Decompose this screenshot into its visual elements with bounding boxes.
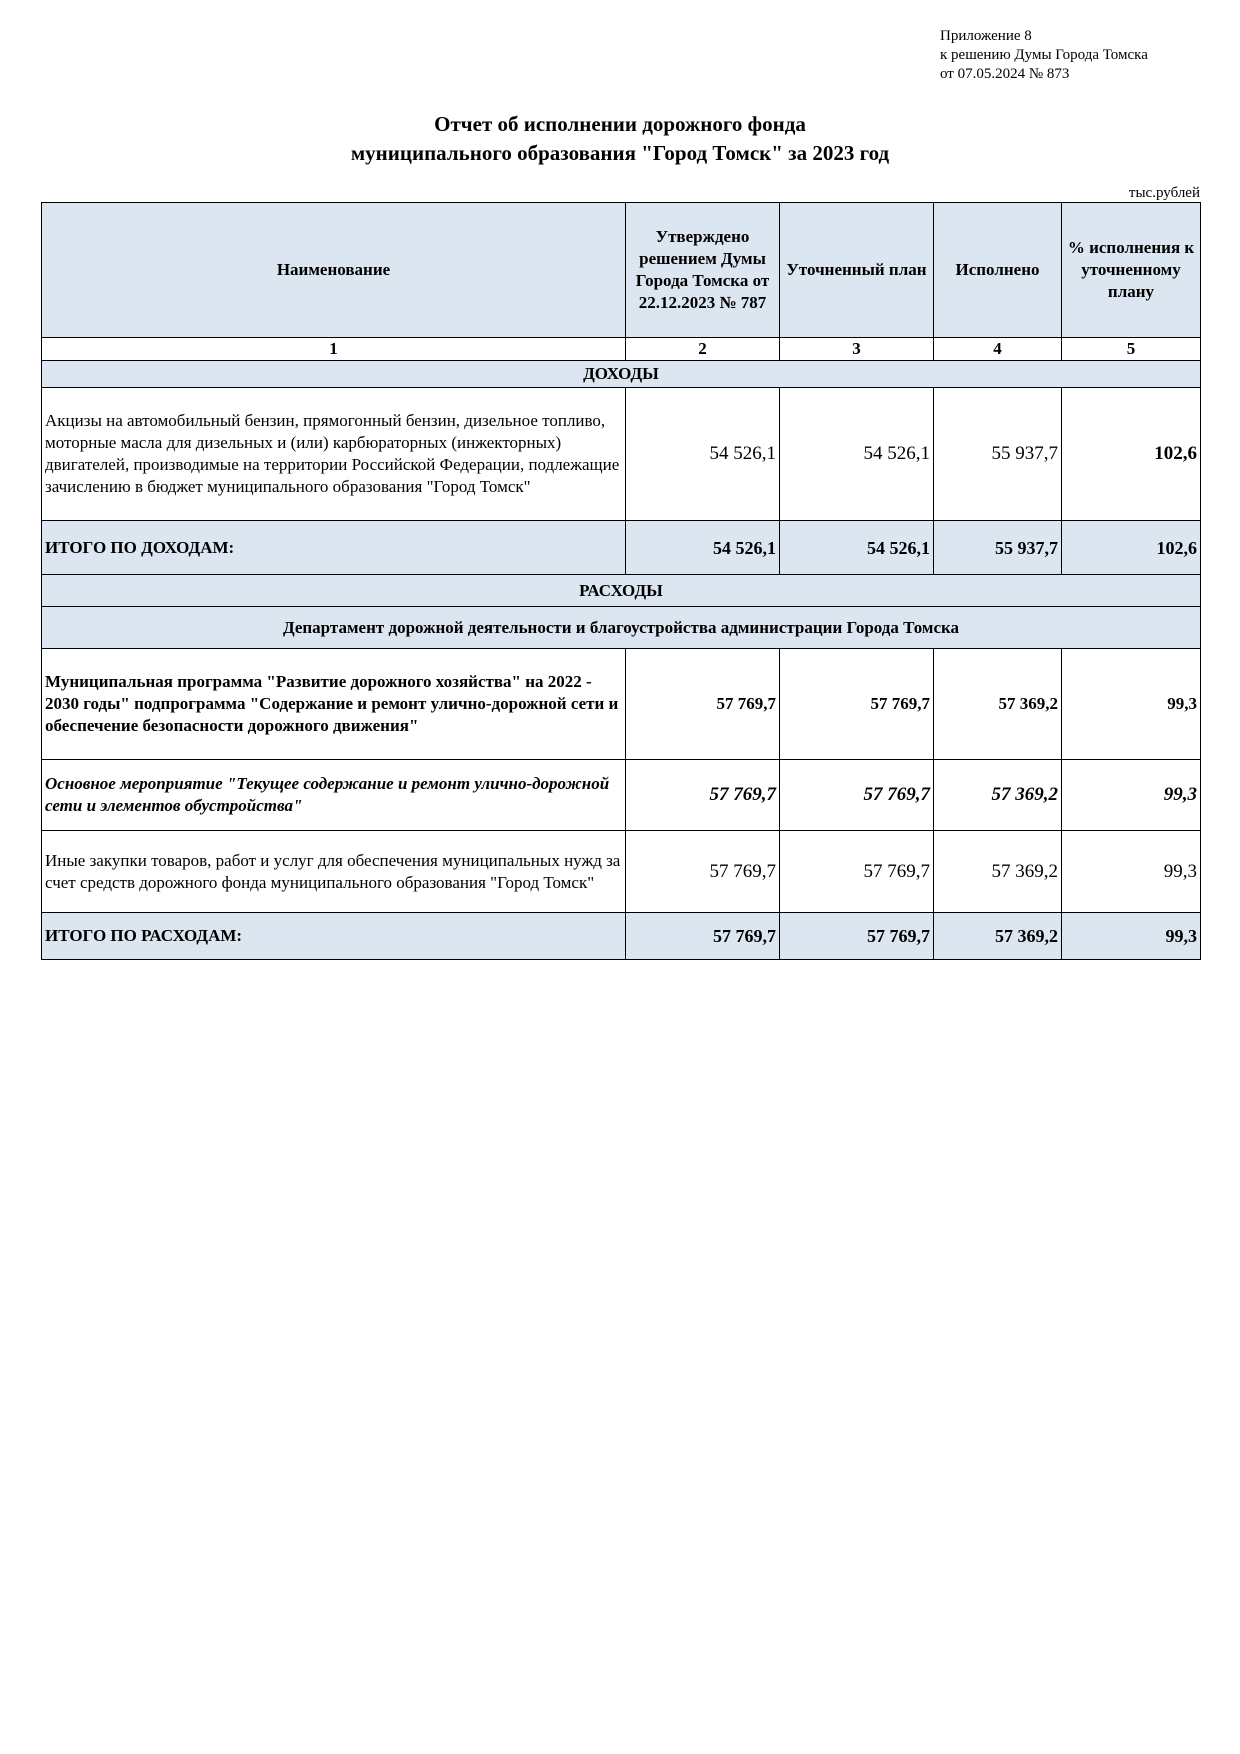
purchase-refined: 57 769,7 [780,831,934,913]
income-total-percent: 102,6 [1062,521,1201,575]
program-refined: 57 769,7 [780,649,934,760]
header-name: Наименование [42,203,626,338]
department-title: Департамент дорожной деятельности и благоустройства администрации Города Томска [42,607,1201,649]
column-numbers-row [42,338,1201,361]
program-executed: 57 369,2 [934,649,1062,760]
measure-refined: 57 769,7 [780,760,934,831]
attachment-line-2: к решению Думы Города Томска [940,47,1148,63]
measure-executed: 57 369,2 [934,760,1062,831]
table-row [42,760,1201,831]
income-total-approved: 54 526,1 [626,521,780,575]
measure-approved: 57 769,7 [626,760,780,831]
report-title-line-2: муниципального образования "Город Томск" за 2023 год [350,141,890,165]
income-item-refined: 54 526,1 [780,388,934,521]
units-label: тыс.рублей [1128,185,1200,201]
report-table [41,202,1201,960]
measure-name: Основное мероприятие "Текущее содержание и ремонт улично-дорожной сети и элементов обустройства" [42,760,626,831]
expense-section-row [42,575,1201,607]
expense-total-refined: 57 769,7 [780,913,934,960]
purchase-percent: 99,3 [1062,831,1201,913]
income-total-row [42,521,1201,575]
expense-total-row [42,913,1201,960]
expense-section-title: РАСХОДЫ [42,575,1201,607]
expense-total-label: ИТОГО ПО РАСХОДАМ: [42,913,626,960]
header-percent: % исполнения к уточненному плану [1062,203,1201,338]
header-row [42,203,1201,338]
purchase-name: Иные закупки товаров, работ и услуг для обеспечения муниципальных нужд за счет средств дорожного фонда муниципального образования "Город Томск" [42,831,626,913]
income-item-executed: 55 937,7 [934,388,1062,521]
table-row [42,649,1201,760]
income-total-refined: 54 526,1 [780,521,934,575]
report-title [0,110,1240,168]
expense-total-executed: 57 369,2 [934,913,1062,960]
header-approved: Утверждено решением Думы Города Томска от 22.12.2023 № 787 [626,203,780,338]
income-section-title: ДОХОДЫ [42,361,1201,388]
income-section-row [42,361,1201,388]
header-executed: Исполнено [934,203,1062,338]
purchase-executed: 57 369,2 [934,831,1062,913]
table-row [42,831,1201,913]
measure-percent: 99,3 [1062,760,1201,831]
attachment-line-3: от 07.05.2024 № 873 [940,66,1070,82]
income-item-percent: 102,6 [1062,388,1201,521]
purchase-approved: 57 769,7 [626,831,780,913]
expense-total-approved: 57 769,7 [626,913,780,960]
column-number: 4 [934,338,1062,361]
column-number: 2 [626,338,780,361]
attachment-note [940,27,1148,84]
income-item-name: Акцизы на автомобильный бензин, прямогонный бензин, дизельное топливо, моторные масла для дизельных и (или) карбюраторных (инжекторных) двигателей, производимые на территории Российской Федерации, подлежащие зачислению в бюджет муниципального образования "Город Томск" [42,388,626,521]
program-name: Муниципальная программа "Развитие дорожного хозяйства" на 2022 - 2030 годы" подпрограмма "Содержание и ремонт улично-дорожной сети и обеспечение безопасности дорожного движения" [42,649,626,760]
column-number: 1 [42,338,626,361]
attachment-line-1: Приложение 8 [940,28,1032,44]
expense-total-percent: 99,3 [1062,913,1201,960]
department-row [42,607,1201,649]
income-item-approved: 54 526,1 [626,388,780,521]
program-percent: 99,3 [1062,649,1201,760]
income-total-executed: 55 937,7 [934,521,1062,575]
table-row [42,388,1201,521]
column-number: 3 [780,338,934,361]
income-total-label: ИТОГО ПО ДОХОДАМ: [42,521,626,575]
header-refined: Уточненный план [780,203,934,338]
column-number: 5 [1062,338,1201,361]
report-title-line-1: Отчет об исполнении дорожного фонда [434,112,806,136]
program-approved: 57 769,7 [626,649,780,760]
